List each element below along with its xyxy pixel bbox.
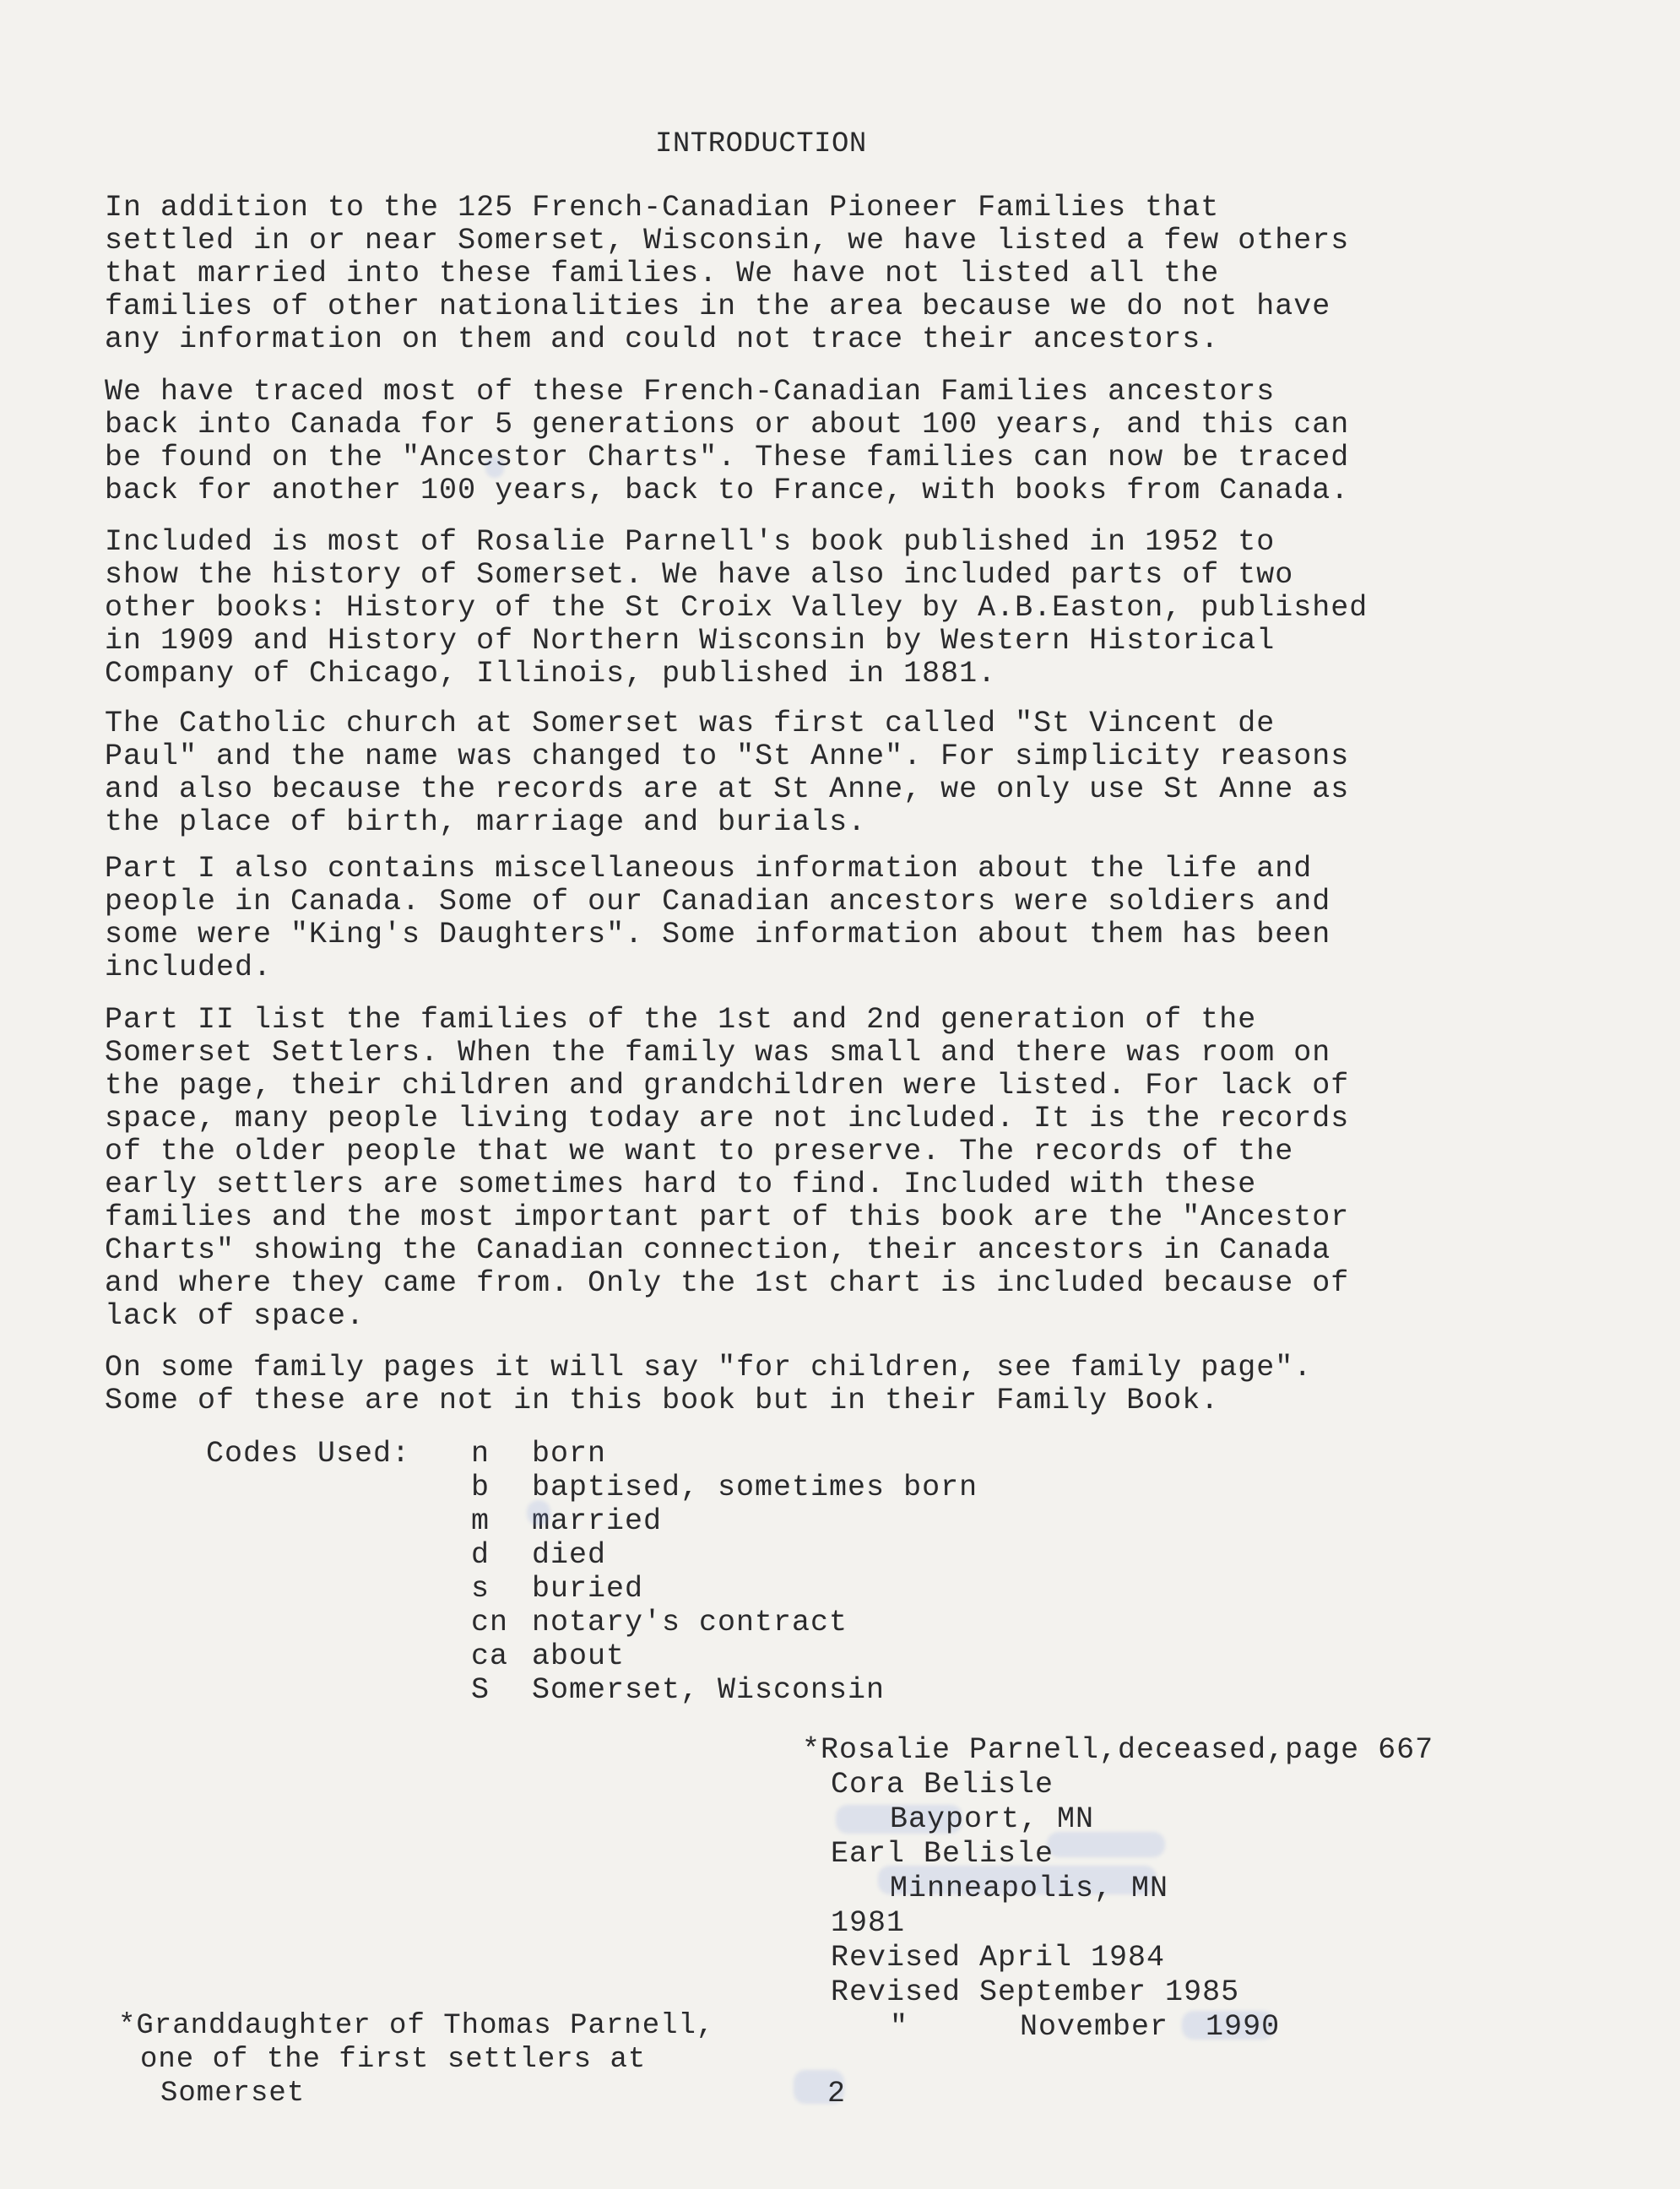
code-meaning: about bbox=[532, 1639, 626, 1673]
credit-line: Revised September 1985 bbox=[831, 1975, 1240, 2009]
codes-list bbox=[471, 1437, 978, 1707]
code-item bbox=[471, 1437, 978, 1471]
code-abbreviation: b bbox=[471, 1471, 490, 1504]
code-item bbox=[471, 1471, 978, 1504]
code-item bbox=[471, 1639, 978, 1673]
credit-line: Cora Belisle bbox=[831, 1768, 1054, 1802]
page-title: INTRODUCTION bbox=[655, 128, 867, 160]
code-abbreviation: m bbox=[471, 1504, 490, 1538]
footnote-line: Somerset bbox=[160, 2078, 306, 2110]
code-item bbox=[471, 1673, 978, 1707]
footnote-line: one of the first settlers at bbox=[140, 2044, 647, 2076]
code-meaning: born bbox=[532, 1437, 607, 1471]
ink-smudge bbox=[485, 456, 504, 478]
footnote-line: *Granddaughter of Thomas Parnell, bbox=[118, 2010, 715, 2042]
code-item bbox=[471, 1538, 978, 1572]
code-abbreviation: ca bbox=[471, 1639, 509, 1673]
code-meaning: married bbox=[532, 1504, 663, 1538]
credit-line: " November 1990 bbox=[890, 2010, 1281, 2044]
credit-line: Bayport, MN bbox=[890, 1802, 1095, 1836]
code-item bbox=[471, 1572, 978, 1606]
paragraph-included-books: Included is most of Rosalie Parnell's book published in 1952 to show the history of Somerset. We have also included parts of two other books: History of the St Croix Valley by A.B.Easton, published in 1909 and History of Northern Wisconsin by Western Historical Company of Chicago, Illinois, published in 1881. bbox=[105, 525, 1368, 691]
code-abbreviation: cn bbox=[471, 1606, 509, 1639]
code-meaning: Somerset, Wisconsin bbox=[532, 1673, 886, 1707]
page-number: 2 bbox=[827, 2077, 846, 2110]
code-meaning: died bbox=[532, 1538, 607, 1572]
paragraph-ancestor-charts: We have traced most of these French-Canadian Families ancestors back into Canada for 5 generations or about 100 years, and this can be found on the "Ancestor Charts". These families can now be traced back for another 100 years, back to France, with books from Canada. bbox=[105, 375, 1350, 507]
code-item bbox=[471, 1606, 978, 1639]
footnote bbox=[118, 2009, 714, 2110]
credit-line: Earl Belisle bbox=[831, 1837, 1054, 1871]
paragraph-part-two: Part II list the families of the 1st and 2nd generation of the Somerset Settlers. When the family was small and there was room on the page, their children and grandchildren were listed. For lack of space, many people living today are not included. It is the records of the older people that we want to preserve. The records of the early settlers are sometimes hard to find. Included with these families and the most important part of this book are the "Ancestor Charts" showing the Canadian connection, their ancestors in Canada and where they came from. Only the 1st chart is included because of lack of space. bbox=[105, 1003, 1350, 1333]
code-meaning: baptised, sometimes born bbox=[532, 1471, 978, 1504]
code-abbreviation: s bbox=[471, 1572, 490, 1606]
codes-label: Codes Used: bbox=[206, 1437, 411, 1471]
paragraph-part-one: Part I also contains miscellaneous information about the life and people in Canada. Some of our Canadian ancestors were soldiers and some were "King's Daughters". Some information about them has been included. bbox=[105, 852, 1331, 984]
paragraph-family-pages: On some family pages it will say "for children, see family page". Some of these are not in this book but in their Family Book. bbox=[105, 1351, 1313, 1417]
code-meaning: buried bbox=[532, 1572, 644, 1606]
credit-line: Revised April 1984 bbox=[831, 1941, 1166, 1975]
credit-line: 1981 bbox=[831, 1906, 906, 1940]
credit-line: *Rosalie Parnell,deceased,page 667 bbox=[802, 1733, 1434, 1767]
code-abbreviation: S bbox=[471, 1673, 490, 1707]
credit-line: Minneapolis, MN bbox=[890, 1872, 1169, 1905]
ink-smudge bbox=[527, 1500, 550, 1525]
paragraph-pioneer-families: In addition to the 125 French-Canadian Pioneer Families that settled in or near Somerset, Wisconsin, we have listed a few others that married into these families. We have not listed all the families of other nationalities in the area because we do not have any information on them and could not trace their ancestors. bbox=[105, 191, 1350, 356]
code-abbreviation: d bbox=[471, 1538, 490, 1572]
code-abbreviation: n bbox=[471, 1437, 490, 1471]
code-meaning: notary's contract bbox=[532, 1606, 848, 1639]
paragraph-catholic-church: The Catholic church at Somerset was first called "St Vincent de Paul" and the name was changed to "St Anne". For simplicity reasons and also because the records are at St Anne, we only use St Anne as the place of birth, marriage and burials. bbox=[105, 707, 1350, 839]
author-credits bbox=[802, 1733, 1433, 2045]
